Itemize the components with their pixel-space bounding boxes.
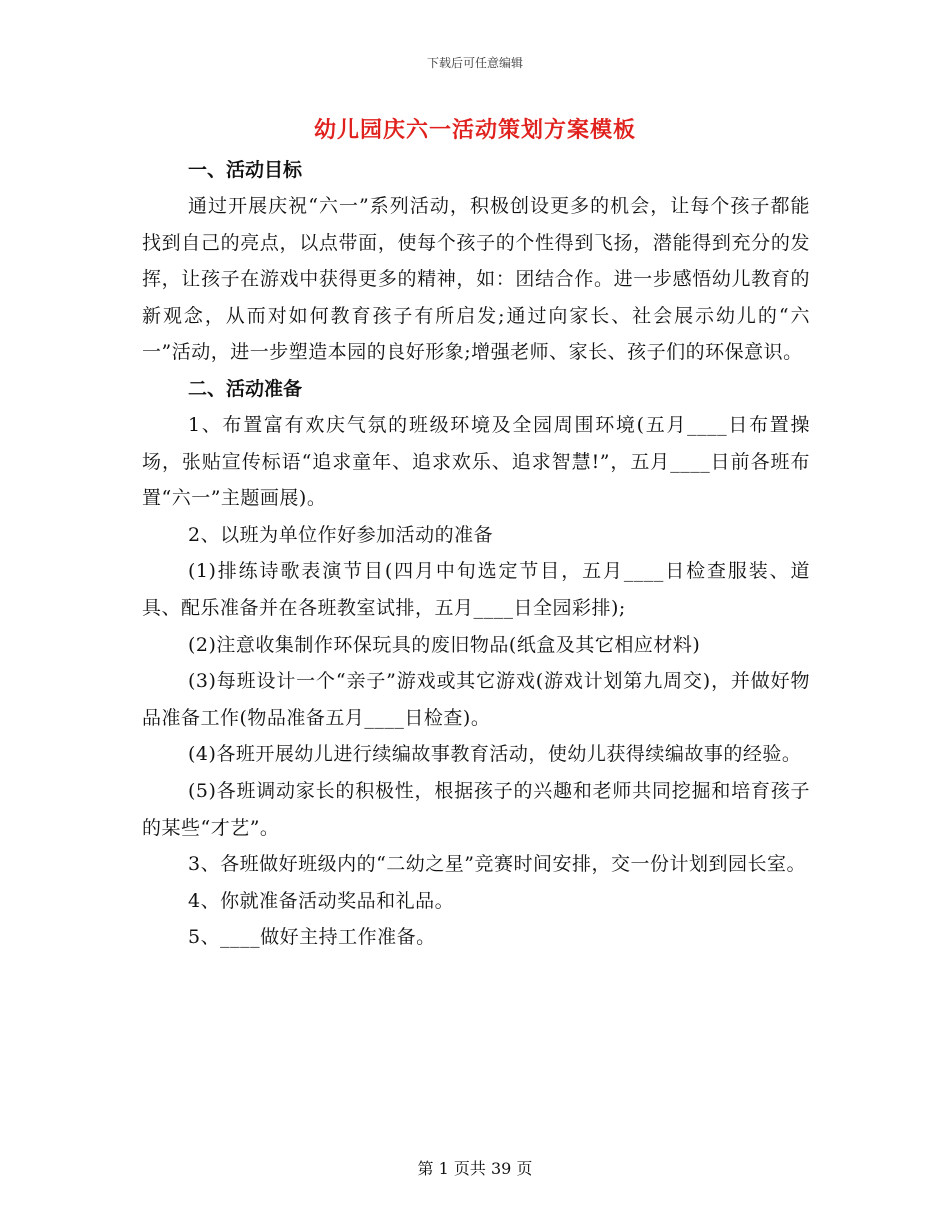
prep-item-4: 4、你就准备活动奖品和礼品。 [188, 889, 455, 912]
page-footer: 第 1 页共 39 页 [417, 1159, 533, 1178]
prep-subitem-2: (2)注意收集制作环保玩具的废旧物品(纸盒及其它相应材料) [188, 633, 701, 656]
prep-subitem-1: (1)排练诗歌表演节目(四月中旬选定节目，五月____日检查服装、道具、配乐准备并在各班教室试排，五月____日全园彩排); [142, 560, 810, 619]
goals-paragraph: 通过开展庆祝“六一”系列活动，积极创设更多的机会，让每个孩子都能找到自己的亮点，以点带面，使每个孩子的个性得到飞扬，潜能得到充分的发挥，让孩子在游戏中获得更多的精神，如：团结合作。进一步感悟幼儿教育的新观念，从而对如何教育孩子有所启发;通过向家长、社会展示幼儿的“六一”活动，进一步塑造本园的良好形象;增强老师、家长、孩子们的环保意识。 [142, 195, 810, 364]
document-body [142, 152, 810, 956]
prep-subitem-5: (5)各班调动家长的积极性，根据孩子的兴趣和老师共同挖掘和培育孩子的某些“才艺”。 [142, 779, 810, 839]
header-note: 下载后可任意编辑 [426, 56, 523, 70]
prep-subitem-3: (3)每班设计一个“亲子”游戏或其它游戏(游戏计划第九周交)，并做好物品准备工作(物品准备五月____日检查)。 [142, 670, 810, 729]
section-heading-preparation: 二、活动准备 [188, 377, 303, 400]
prep-item-3: 3、各班做好班级内的“二幼之星”竞赛时间安排，交一份计划到园长室。 [188, 853, 807, 876]
prep-subitem-4: (4)各班开展幼儿进行续编故事教育活动，使幼儿获得续编故事的经验。 [188, 743, 802, 766]
section-heading-goals: 一、活动目标 [188, 159, 303, 181]
prep-item-5: 5、____做好主持工作准备。 [188, 926, 436, 949]
document-title: 幼儿园庆六一活动策划方案模板 [313, 117, 636, 143]
prep-item-2: 2、以班为单位作好参加活动的准备 [188, 523, 494, 546]
prep-item-1: 1、布置富有欢庆气氛的班级环境及全园周围环境(五月____日布置操场，张贴宣传标语“追求童年、追求欢乐、追求智慧!”，五月____日前各班布置“六一”主题画展)。 [142, 413, 810, 510]
